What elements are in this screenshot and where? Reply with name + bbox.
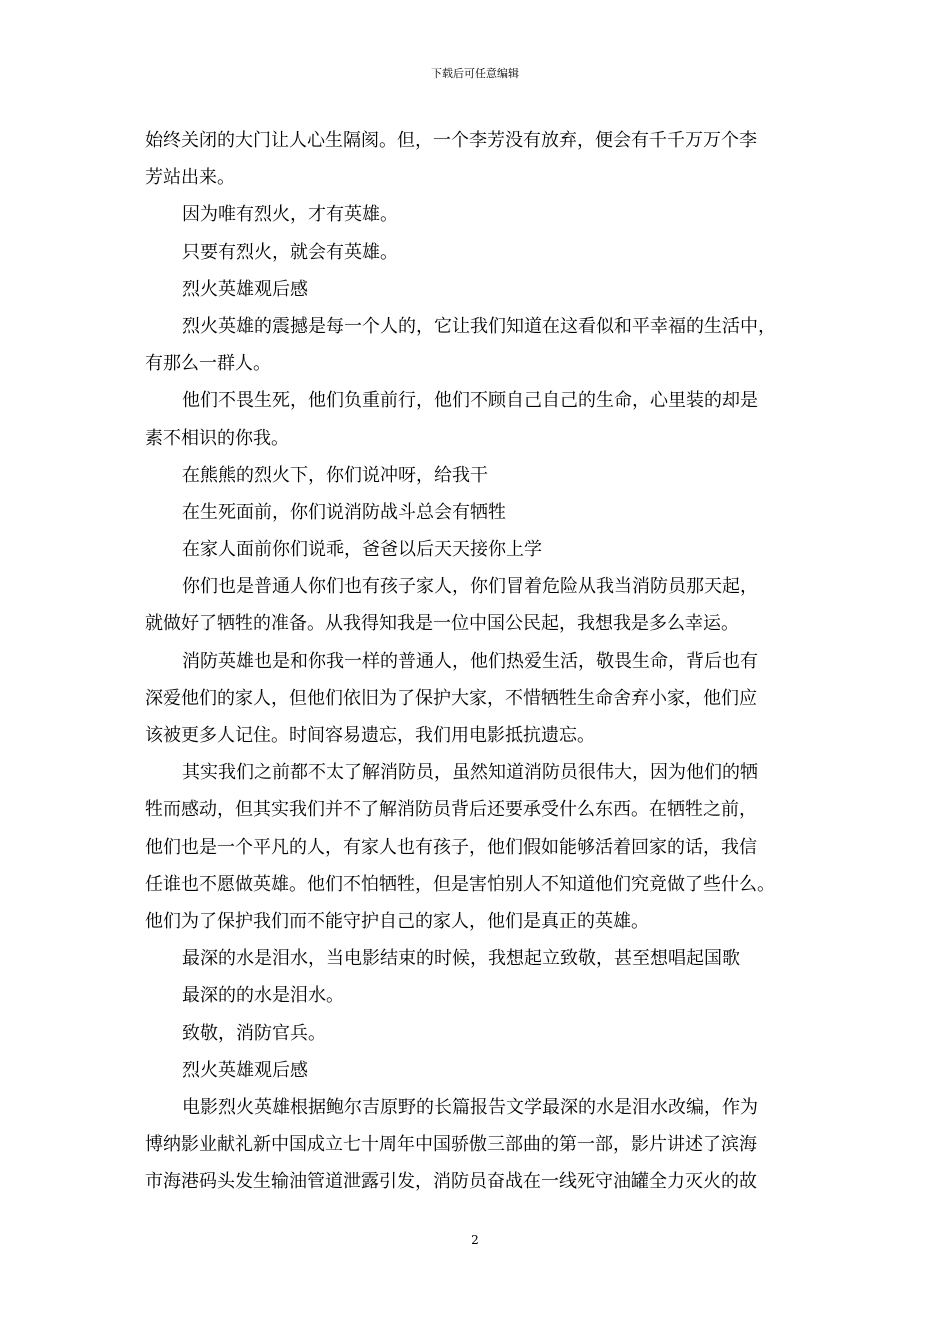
text-line: 烈火英雄的震撼是每一个人的，它让我们知道在这看似和平幸福的生活中， [182,315,776,337]
text-line: 因为唯有烈火，才有英雄。 [182,204,398,226]
text-line: 电影烈火英雄根据鲍尔吉原野的长篇报告文学最深的水是泪水改编，作为 [182,1096,758,1118]
text-line: 素不相识的你我。 [145,427,289,449]
text-line: 他们为了保护我们而不能守护自己的家人，他们是真正的英雄。 [145,910,649,932]
text-line: 他们不畏生死，他们负重前行，他们不顾自己自己的生命，心里装的却是 [182,390,758,412]
text-line: 他们也是一个平凡的人，有家人也有孩子，他们假如能够活着回家的话，我信 [145,836,757,858]
text-line: 深爱他们的家人，但他们依旧为了保护大家，不惜牺牲生命舍弃小家，他们应 [145,687,757,709]
text-line: 最深的水是泪水，当电影结束的时候，我想起立致敬，甚至想唱起国歌 [182,948,740,970]
text-line: 在熊熊的烈火下，你们说冲呀，给我干 [182,464,488,486]
text-line: 其实我们之前都不太了解消防员，虽然知道消防员很伟大，因为他们的牺 [182,762,758,784]
text-line: 牲而感动，但其实我们并不了解消防员背后还要承受什么东西。在牺牲之前， [145,799,757,821]
text-line: 任谁也不愿做英雄。他们不怕牺牲，但是害怕别人不知道他们究竟做了些什么。 [145,873,775,895]
text-line: 在家人面前你们说乖，爸爸以后天天接你上学 [182,539,542,561]
text-line: 你们也是普通人你们也有孩子家人，你们冒着危险从我当消防员那天起， [182,576,758,598]
text-line: 只要有烈火，就会有英雄。 [182,241,398,263]
page-number: 2 [471,1233,479,1247]
page-header: 下载后可任意编辑 [431,67,519,80]
text-line: 消防英雄也是和你我一样的普通人，他们热爱生活，敬畏生命，背后也有 [182,650,758,672]
text-line: 最深的的水是泪水。 [182,985,344,1007]
text-line: 就做好了牺牲的准备。从我得知我是一位中国公民起，我想我是多么幸运。 [145,613,739,635]
text-line: 在生死面前，你们说消防战斗总会有牺牲 [182,501,506,523]
document-body [145,122,813,1200]
section-title: 烈火英雄观后感 [182,278,308,300]
text-line: 博纳影业献礼新中国成立七十周年中国骄傲三部曲的第一部，影片讲述了滨海 [145,1134,757,1156]
text-line: 芳站出来。 [145,167,235,189]
text-line: 该被更多人记住。时间容易遗忘，我们用电影抵抗遗忘。 [145,725,595,746]
text-line: 致敬，消防官兵。 [182,1022,326,1044]
section-title: 烈火英雄观后感 [182,1059,308,1081]
text-line: 市海港码头发生输油管道泄露引发，消防员奋战在一线死守油罐全力灭火的故 [145,1171,757,1193]
text-line: 有那么一群人。 [145,353,271,375]
text-line: 始终关闭的大门让人心生隔阂。但，一个李芳没有放弃，便会有千千万万个李 [145,130,757,151]
